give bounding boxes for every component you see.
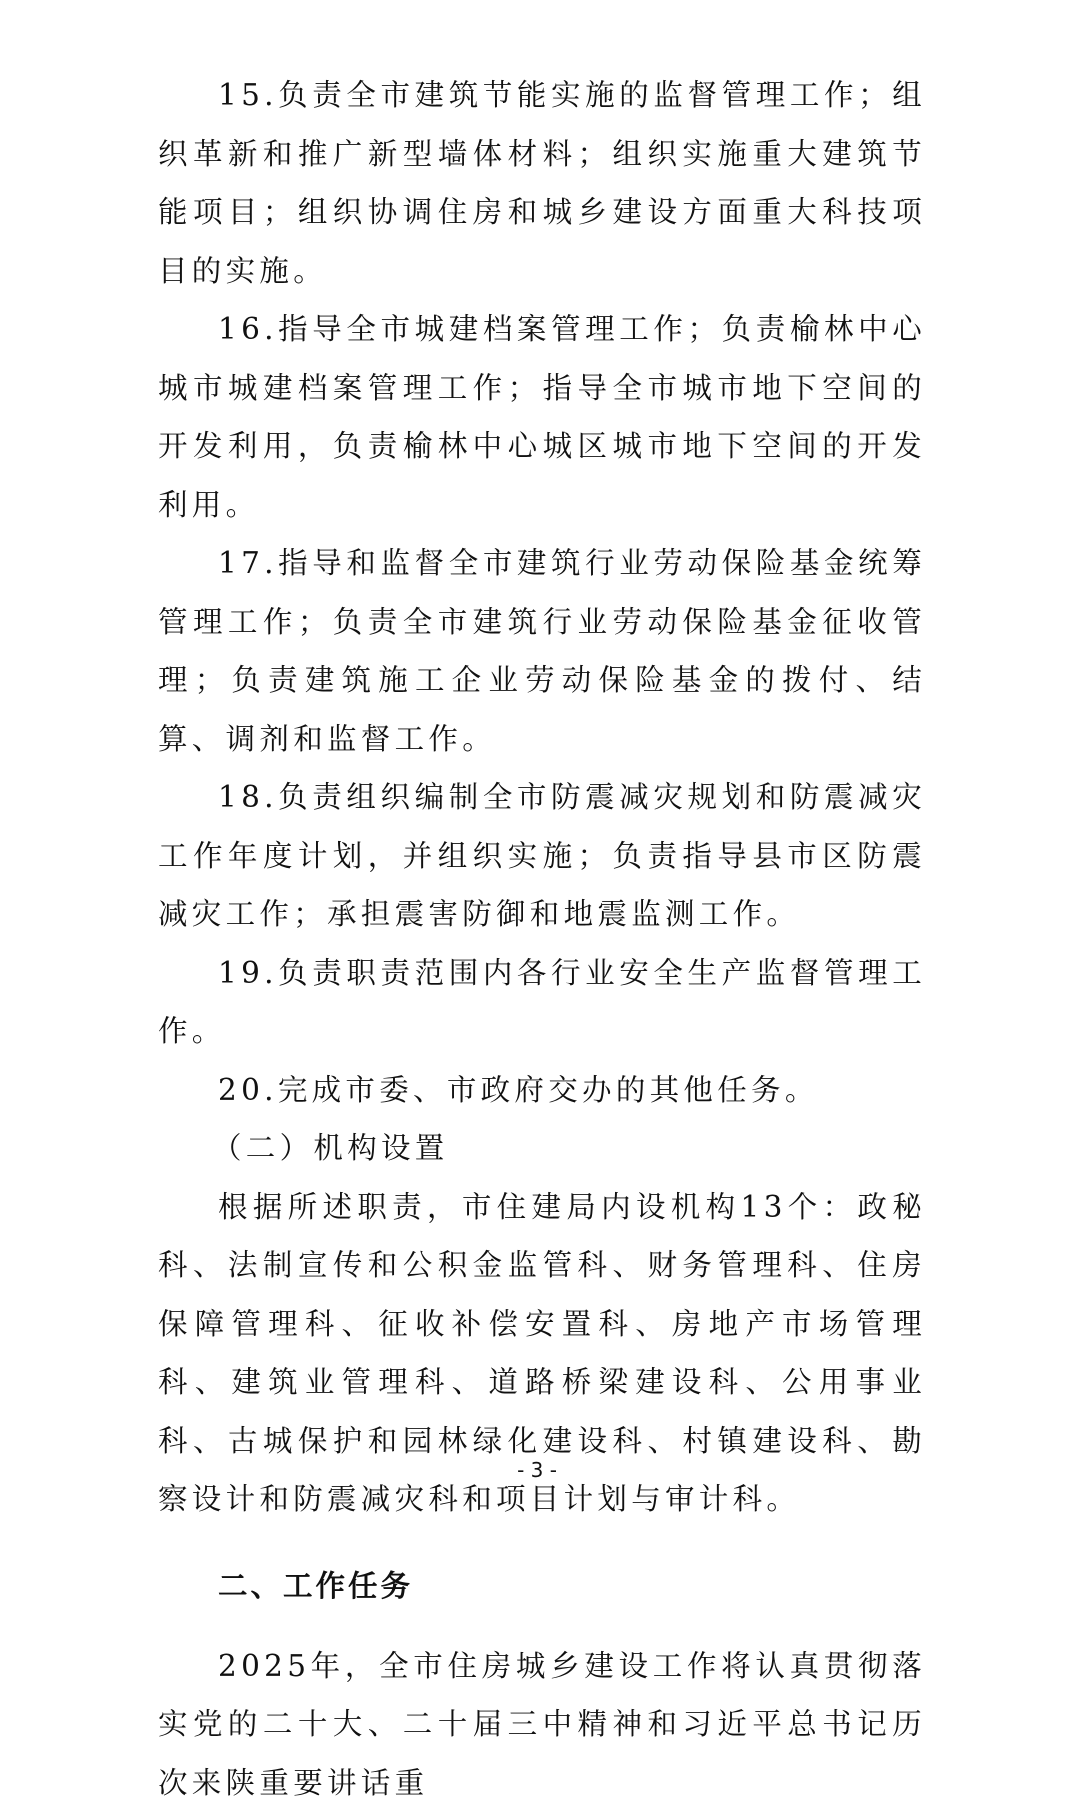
duty-item-17: 17.指导和监督全市建筑行业劳动保险基金统筹管理工作；负责全市建筑行业劳动保险基金征收管理；负责建筑施工企业劳动保险基金的拨付、结算、调剂和监督工作。 bbox=[158, 534, 926, 768]
section-heading: 二、工作任务 bbox=[158, 1571, 926, 1601]
duty-item-16: 16.指导全市城建档案管理工作；负责榆林中心城市城建档案管理工作；指导全市城市地下空间的开发利用，负责榆林中心城区城市地下空间的开发利用。 bbox=[158, 300, 926, 534]
document-body bbox=[158, 66, 926, 1812]
page-number: - 3 - bbox=[0, 1458, 1074, 1482]
subsection-title: （二）机构设置 bbox=[158, 1119, 926, 1178]
duty-item-19: 19.负责职责范围内各行业安全生产监督管理工作。 bbox=[158, 944, 926, 1061]
org-structure-paragraph: 根据所述职责，市住建局内设机构13个：政秘科、法制宣传和公积金监管科、财务管理科、住房保障管理科、征收补偿安置科、房地产市场管理科、建筑业管理科、道路桥梁建设科、公用事业科、古城保护和园林绿化建设科、村镇建设科、勘察设计和防震减灾科和项目计划与审计科。 bbox=[158, 1178, 926, 1529]
duty-item-15: 15.负责全市建筑节能实施的监督管理工作；组织革新和推广新型墙体材料；组织实施重大建筑节能项目；组织协调住房和城乡建设方面重大科技项目的实施。 bbox=[158, 66, 926, 300]
duty-item-20: 20.完成市委、市政府交办的其他任务。 bbox=[158, 1061, 926, 1120]
work-task-paragraph: 2025年，全市住房城乡建设工作将认真贯彻落实党的二十大、二十届三中精神和习近平总书记历次来陕重要讲话重 bbox=[158, 1637, 926, 1812]
duty-item-18: 18.负责组织编制全市防震减灾规划和防震减灾工作年度计划，并组织实施；负责指导县市区防震减灾工作；承担震害防御和地震监测工作。 bbox=[158, 768, 926, 944]
